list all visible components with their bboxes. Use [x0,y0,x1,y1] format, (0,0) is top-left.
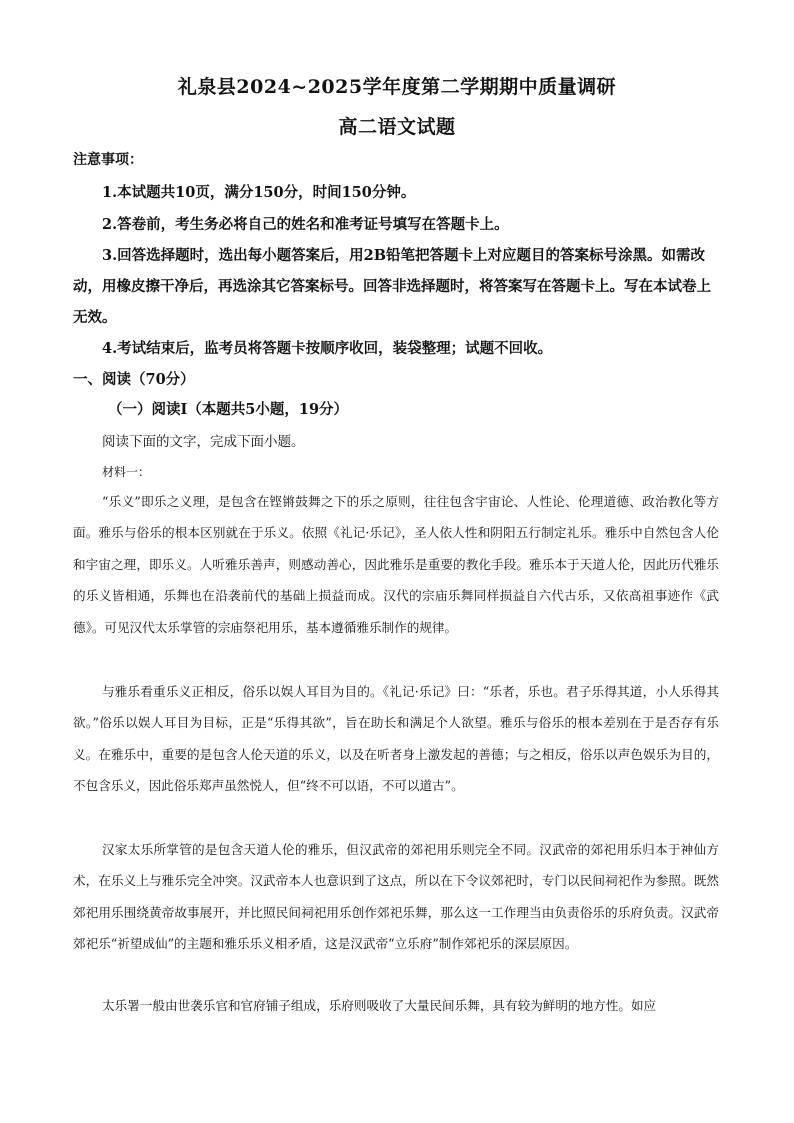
section-title: 一、阅读（70分） [73,371,195,388]
notice-item-1-text: 1.本试题共10页，满分150分，时间150分钟。 [102,184,416,201]
notice-item-2-text: 2.答卷前，考生务必将自己的姓名和准考证号填写在答题卡上。 [102,216,509,233]
notice-heading: 注意事项： [73,152,143,168]
notice-item-4 [73,333,719,364]
material-paragraph-3: 汉家太乐所掌管的是包含天道人伦的雅乐，但汉武帝的郊祀用乐则完全不同。汉武帝的郊祀用乐归本于神仙方术，在乐义上与雅乐完全冲突。汉武帝本人也意识到了这点，所以在下令议郊祀时，专门以民间祠祀作为参照。既然郊祀用乐围绕黄帝故事展开，并比照民间祠祀用乐创作郊祀乐舞，那么这一工作理当由负责俗乐的乐府负责。汉武帝郊祀乐“祈望成仙”的主题和雅乐乐义相矛盾，这是汉武帝“立乐府”制作郊祀乐的深层原因。 [73,842,719,952]
subsection-title: （一）阅读Ⅰ（本题共5小题，19分） [108,401,349,418]
exam-subtitle: 高二语文试题 [338,116,456,138]
notice-item-3-text: 3.回答选择题时，选出每小题答案后，用2B铅笔把答题卡上对应题目的答案标号涂黑。如需改动，用橡皮擦干净后，再选涂其它答案标号。回答非选择题时，将答案写在答题卡上。写在本试卷上无效。 [73,247,711,326]
reading-instruction: 阅读下面的文字，完成下面小题。 [102,434,305,450]
notice-item-2 [73,209,719,240]
notice-item-4-text: 4.考试结束后，监考员将答题卡按顺序收回，装袋整理；试题不回收。 [102,340,553,357]
notice-item-1 [73,177,719,208]
notice-item-3 [73,240,719,333]
material-label: 材料一： [102,465,151,479]
exam-title: 礼泉县2024~2025学年度第二学期期中质量调研 [177,76,617,98]
material-paragraph-2: 与雅乐看重乐义正相反，俗乐以娱人耳目为目的。《礼记·乐记》曰：“乐者，乐也。君子乐得其道，小人乐得其欲。”俗乐以娱人耳目为目标，正是“乐得其欲”，旨在助长和满足个人欲望。雅乐与俗乐的根本差别在于是否存有乐义。在雅乐中，重要的是包含人伦天道的乐义，以及在听者身上激发起的善德；与之相反，俗乐以声色娱乐为目的，不包含乐义，因此俗乐郑声虽然悦人，但“终不可以语，不可以道古”。 [73,684,719,794]
material-paragraph-4: 太乐署一般由世袭乐官和官府铺子组成，乐府则吸收了大量民间乐舞，具有较为鲜明的地方性。如应 [102,998,657,1013]
material-paragraph-1: “乐义”即乐之义理，是包含在铿锵鼓舞之下的乐之原则，往往包含宇宙论、人性论、伦理道德、政治教化等方面。雅乐与俗乐的根本区别就在于乐义。依照《礼记·乐记》，圣人依人性和阴阳五行制定礼乐。雅乐中自然包含人伦和宇宙之理，即乐义。人听雅乐善声，则感动善心，因此雅乐是重要的教化手段。雅乐本于天道人伦，因此历代雅乐的乐义皆相通，乐舞也在沿袭前代的基础上损益而成。汉代的宗庙乐舞同样损益自六代古乐，又依高祖事迹作《武德》。可见汉代太乐掌管的宗庙祭祀用乐，基本遵循雅乐制作的规律。 [73,494,719,635]
